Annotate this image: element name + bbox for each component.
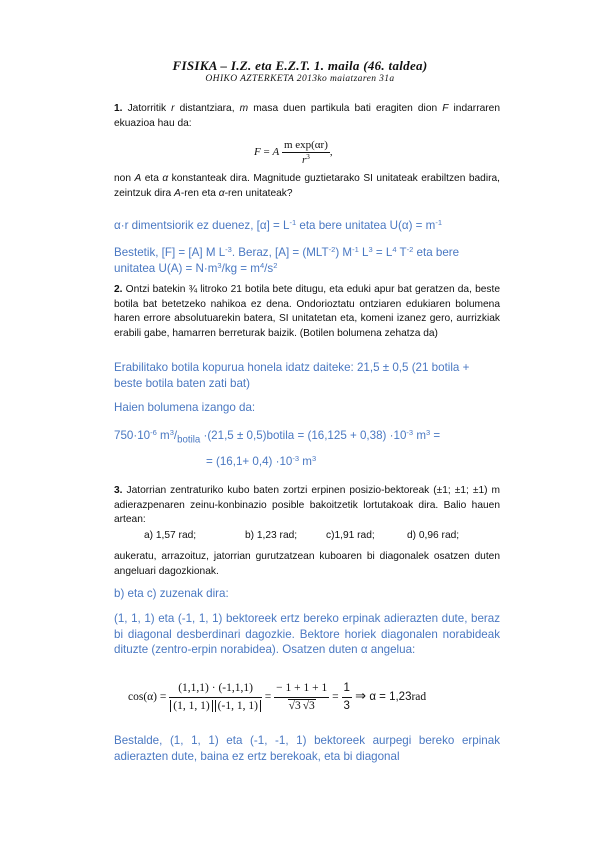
text-run: eta bere unitatea U(α) = m: [296, 219, 436, 232]
text-run: = L: [372, 246, 393, 259]
fraction-numerator: − 1 + 1 + 1: [274, 680, 329, 698]
page-title: FISIKA – I.Z. eta E.Z.T. 1. maila (46. taldea): [172, 58, 428, 73]
text-run: -3: [225, 244, 232, 254]
text-run: . Beraz, [A] = (MLT: [231, 246, 329, 259]
text-run: m: [299, 455, 312, 468]
answer-2-equation-1: [114, 428, 500, 448]
choice-c: c)1,91 rad;: [326, 530, 375, 541]
text-run: 3: [217, 260, 222, 270]
text-run: /s: [264, 261, 274, 275]
text-run: -1: [352, 244, 359, 254]
text-run: Jatorrian zentraturiko kubo baten zortzi erpinen posizio-bektoreak (±1; ±1; ±1) m adierazpenaren zeinu-konbinazio posible bakoitzetik lortutakoak dira. Balio hauen artean:: [114, 485, 500, 526]
text-run: α·r dimentsiorik ez duenez, [α] = L: [114, 219, 290, 232]
text-run: indarraren ekuazioa hau da:: [114, 103, 500, 129]
text-run: /: [173, 429, 178, 442]
text-run: 4: [392, 244, 397, 254]
text-run: ) M: [335, 246, 353, 259]
text-run: α: [162, 173, 169, 184]
question-2-text: [114, 283, 500, 341]
question-number: 2.: [114, 284, 123, 295]
math-run: A: [272, 146, 280, 159]
math-run: √3: [302, 700, 315, 712]
text-run: -ren unitateak?: [224, 187, 293, 199]
answer-1-line-2: [114, 245, 500, 276]
math-run: α = 1,23: [369, 691, 412, 704]
text-run: =: [430, 429, 441, 442]
answer-1-line-1: [114, 218, 500, 234]
text-run: -ren eta: [180, 187, 219, 199]
fraction-denominator: [274, 698, 329, 715]
math-run: r: [301, 154, 307, 166]
text-run: L: [358, 246, 369, 259]
text-run: -2: [328, 244, 336, 254]
math-run: 3: [306, 153, 310, 162]
force-equation: [254, 138, 333, 167]
text-run: m: [239, 103, 249, 114]
text-run: Ontzi batekin ¾ litroko 21 botila bete ditugu, eta eduki apur bat geratzen da, beste botila bat betetzeko nahikoa ez dena. Ondorioztatu ontziaren edukiaren bolumena haren errore absolutuarekin batera, SI unitatetan eta, komeni izanez gero, aurrizkiak erabili gabe, hamarren berreturak baizik. (Botilen bolumena zehatza da): [114, 284, 500, 339]
math-run: ,: [329, 146, 333, 159]
text-run: masa duen partikula bati eragiten dion: [248, 103, 443, 114]
text-run: -2: [406, 244, 414, 254]
text-run: konstanteak dira. Magnitude guztietarako SI unitateak erabiltzen badira, zeintzuk dira: [114, 173, 500, 199]
answer-2-line-1: Erabilitako botila kopurua honela idatz daiteke: 21,5 ± 0,5 (21 botila + beste botila baten zati bat): [114, 361, 470, 390]
question-3-text-2: aukeratu, arrazoituz, jatorrian gurutzatzean kuboaren bi diagonalek osatzen duten angeluari dagozkionak.: [114, 551, 500, 577]
text-run: 4: [259, 260, 265, 270]
text-run: F: [442, 103, 449, 114]
text-run: 2: [273, 260, 278, 270]
fraction-numerator: (1,1,1) · (-1,1,1): [169, 680, 262, 698]
math-run: =: [329, 691, 342, 704]
text-run: 3: [169, 427, 174, 437]
text-run: ·(21,5 ± 0,5)botila = (16,125 + 0,38) ·10: [200, 429, 407, 442]
force-fraction: [282, 138, 330, 167]
text-run: 3: [368, 244, 373, 254]
question-1-text-2: [114, 172, 500, 201]
text-run: -3: [406, 427, 414, 437]
question-number: 1.: [114, 103, 123, 114]
text-run: m: [156, 429, 170, 442]
choice-d: d) 0,96 rad;: [407, 530, 460, 541]
page-subtitle: OHIKO AZTERKETA 2013ko maiatzaren 31a: [205, 74, 395, 84]
math-run: (-1, 1, 1): [215, 700, 261, 712]
choice-b: b) 1,23 rad;: [245, 530, 298, 541]
text-run: eta bere unitatea U(A) = N·m: [114, 246, 460, 275]
numeric-fraction: [274, 680, 329, 715]
text-run: distantziara,: [174, 103, 240, 114]
answer-3-line-2: (1, 1, 1) eta (-1, 1, 1) bektoreek ertz bereko erpinak adierazten dute, beraz bi diagonal desberdinari dagozkie. Bektore horiek diagonalen norabideak dituzte (zentro-erpin norabidea). Osatzen duten α angelua:: [114, 612, 500, 657]
fraction-denominator: 3: [343, 700, 350, 712]
text-run: /kg = m: [221, 261, 260, 275]
question-1-text: [114, 102, 500, 131]
math-run: rad: [411, 691, 427, 704]
text-run: m: [413, 429, 426, 442]
fraction-denominator: [282, 153, 330, 167]
text-run: -3: [292, 453, 300, 463]
text-run: A: [134, 173, 142, 184]
math-run: (1, 1, 1): [170, 700, 212, 712]
math-run: F: [254, 146, 261, 159]
math-run: ⇒: [351, 688, 370, 704]
cosine-equation: [128, 680, 426, 715]
fraction-denominator: [169, 698, 262, 715]
text-run: eta: [141, 173, 163, 184]
text-run: -6: [150, 427, 157, 437]
text-run: 3: [426, 427, 431, 437]
fraction-numerator: 1: [342, 680, 352, 698]
text-run: α: [218, 187, 225, 199]
answer-2-equation-2: [206, 454, 500, 470]
answer-3-line-1: b) eta c) zuzenak dira:: [114, 587, 229, 600]
math-run: =: [260, 146, 273, 159]
answer-2-line-2: Haien bolumena izango da:: [114, 401, 256, 414]
math-run: √3: [288, 700, 301, 712]
text-run: botila: [177, 434, 201, 446]
math-run: cos(α) =: [128, 691, 170, 704]
answer-3-line-3: Bestalde, (1, 1, 1) eta (-1, -1, 1) bektoreek aurpegi bereko erpinak adierazten dute, baina ez ertz berekoak, eta bi diagonal: [114, 734, 500, 763]
text-run: non: [114, 173, 135, 184]
text-run: Bestetik, [F] = [A] M L: [114, 246, 226, 259]
result-fraction: [342, 680, 352, 715]
text-run: -1: [435, 217, 443, 227]
text-run: 3: [311, 453, 317, 463]
fraction-numerator: m exp(αr): [283, 139, 328, 151]
text-run: 750·10: [114, 429, 151, 442]
question-3-text: [114, 484, 500, 528]
text-run: Jatorritik: [122, 103, 172, 114]
text-run: = (16,1+ 0,4) ·10: [206, 455, 293, 468]
text-run: r: [171, 103, 175, 114]
text-run: A: [174, 187, 181, 199]
dot-product-fraction: [169, 680, 262, 715]
math-run: =: [261, 691, 275, 704]
question-number: 3.: [114, 485, 123, 496]
text-run: T: [396, 246, 407, 259]
text-run: -1: [289, 217, 297, 227]
choice-a: a) 1,57 rad;: [144, 530, 197, 541]
